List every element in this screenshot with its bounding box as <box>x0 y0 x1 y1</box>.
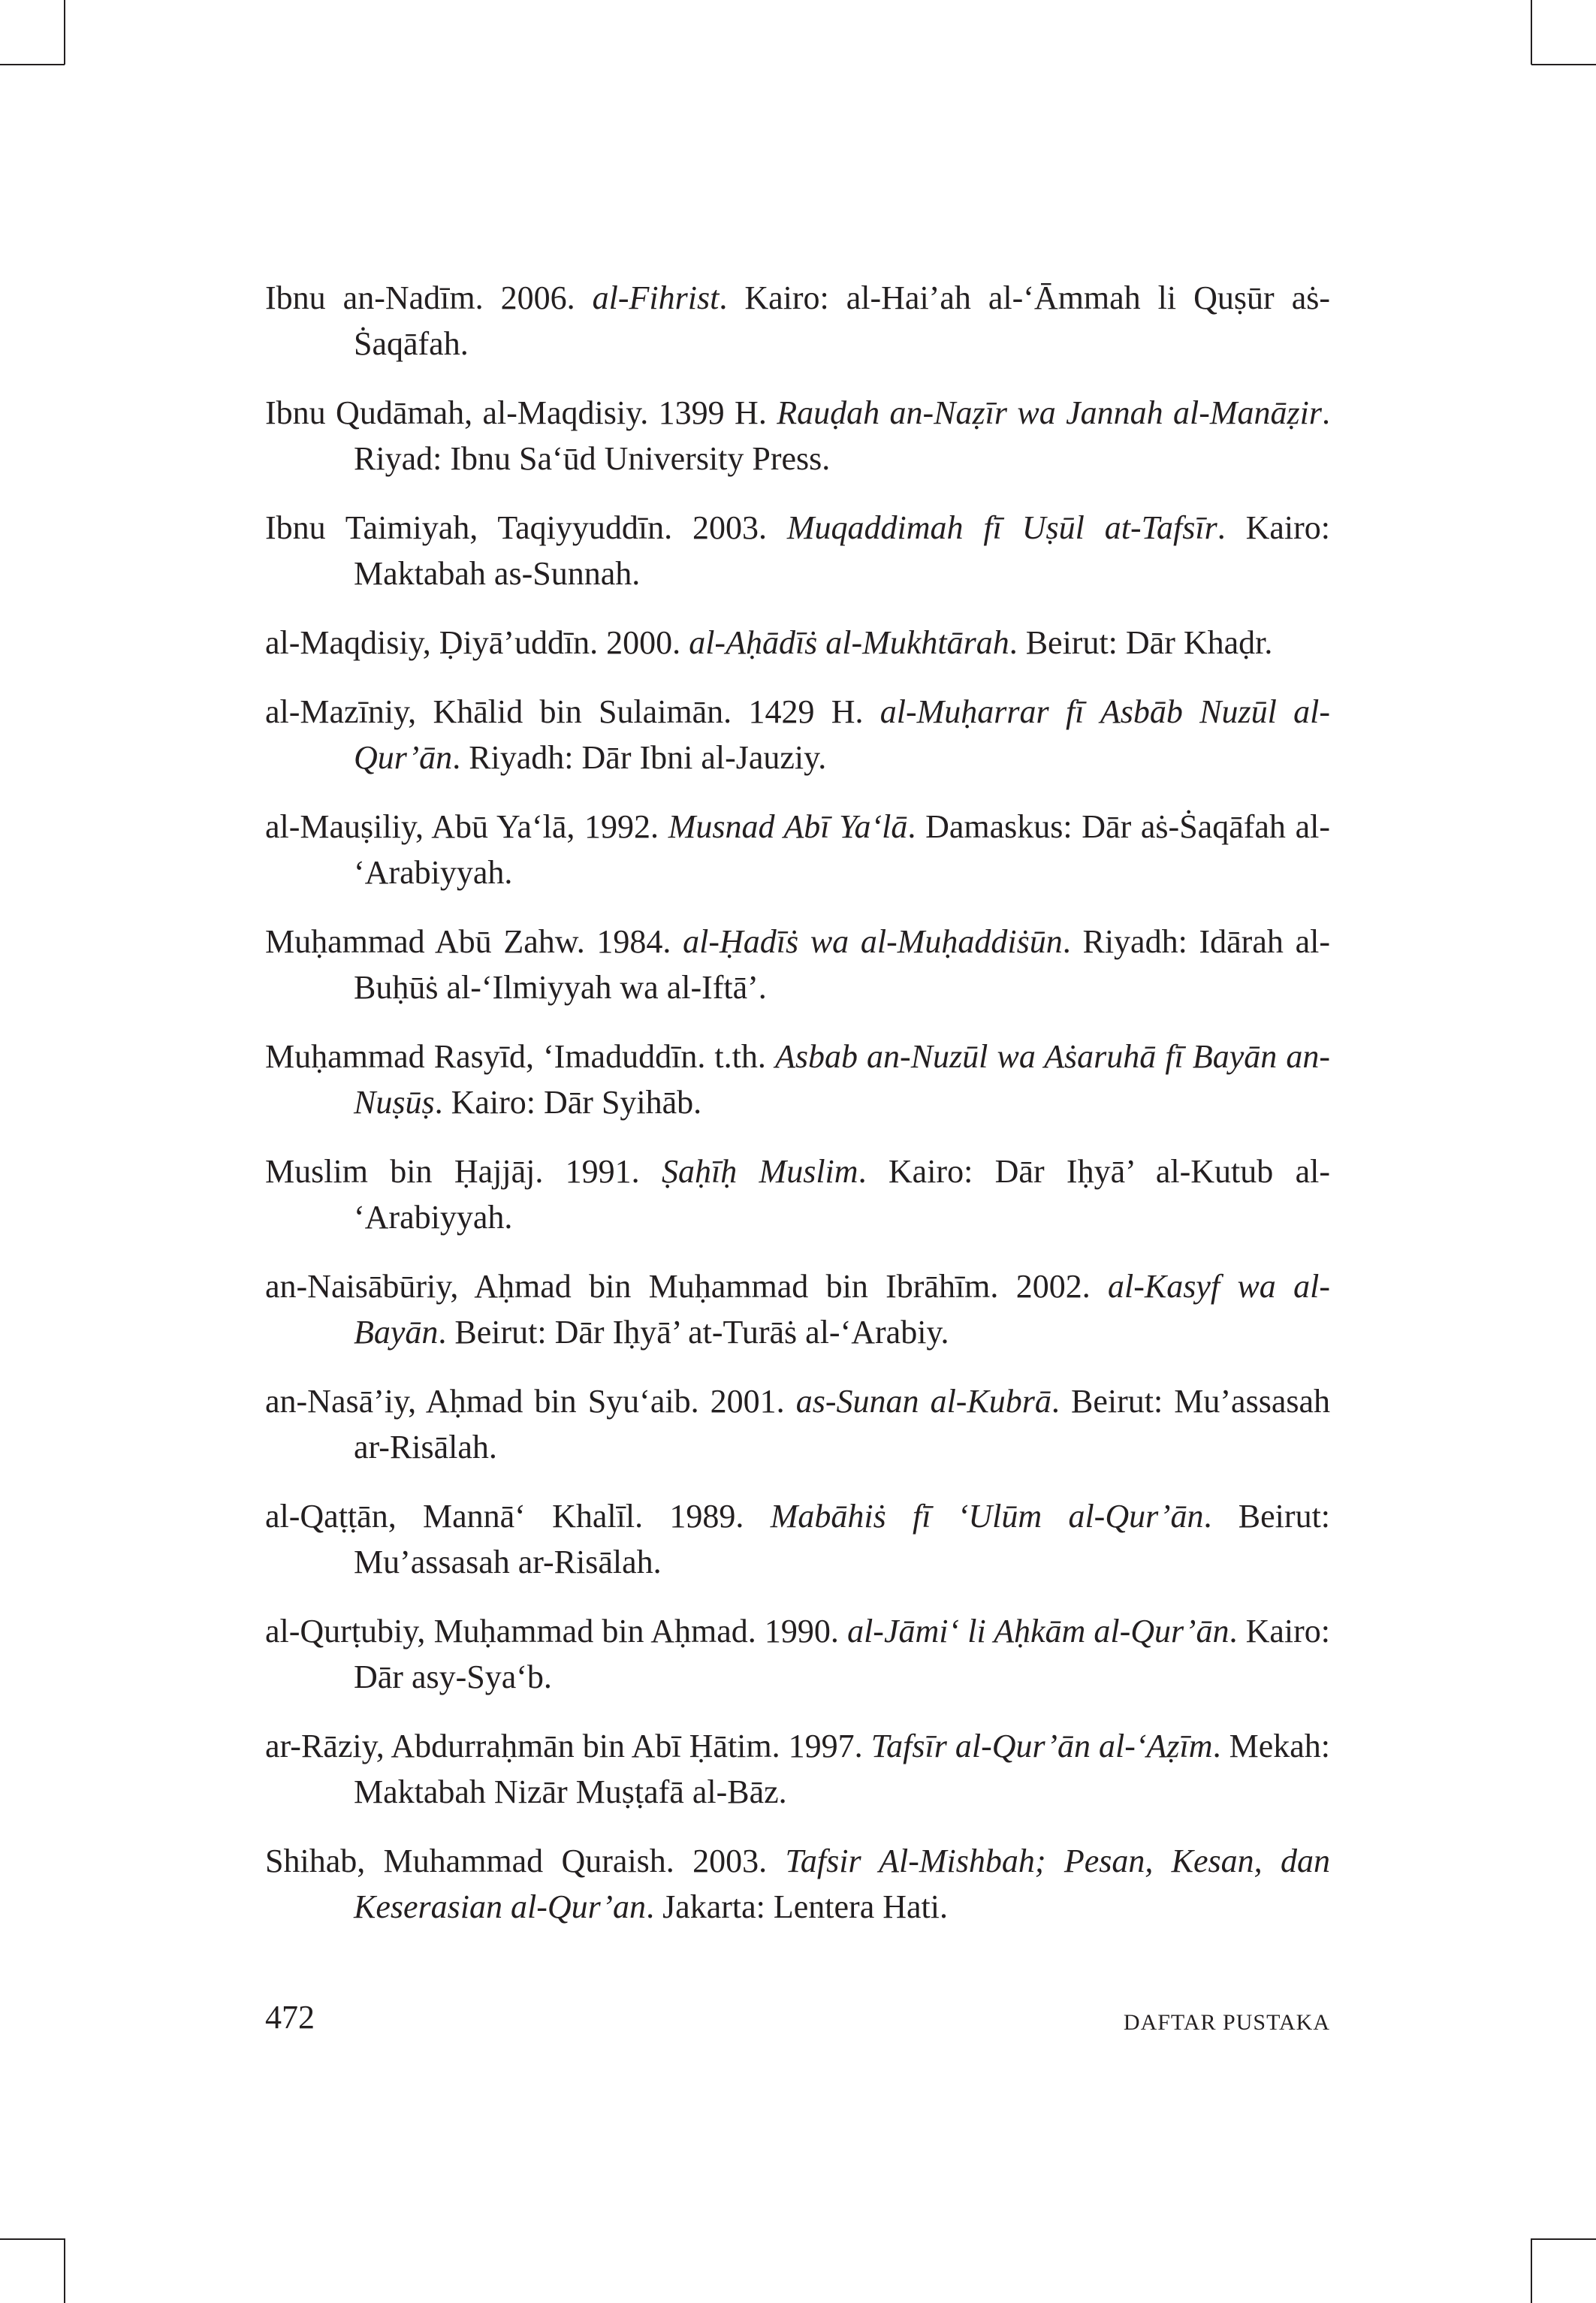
entry-title: al-Kasyf wa al-Bayān <box>354 1268 1330 1351</box>
entry-title: Tafsīr al-Qur’ān al-ʻAẓīm <box>870 1728 1213 1764</box>
entry-publisher: . Damaskus: Dār aṡ-Ṡaqāfah al-ʻArabiyyah. <box>354 808 1330 891</box>
bibliography-entry <box>265 919 1330 1010</box>
running-footer: DAFTAR PUSTAKA <box>1123 2010 1330 2035</box>
bibliography-entry <box>265 275 1330 367</box>
entry-publisher: . Jakarta: Lentera Hati. <box>646 1888 948 1925</box>
entry-title: Mabāhiṡ fī ʻUlūm al-Qur’ān <box>770 1498 1204 1535</box>
entry-publisher: . Kairo: al-Hai’ah al-ʻĀmmah li Quṣūr aṡ-Ṡaqāfah. <box>354 279 1331 362</box>
entry-author-year: al-Qaṭṭān, Mannāʻ Khalīl. 1989. <box>265 1498 771 1535</box>
crop-mark-bottom-right-horizontal <box>1531 2238 1596 2240</box>
bibliography-entry <box>265 1378 1330 1470</box>
entry-publisher: . Riyadh: Dār Ibni al-Jauziy. <box>452 739 827 776</box>
entry-publisher: . Riyadh: Idārah al-Buḥūṡ al-ʻIlmiyyah wa al-Iftā’. <box>354 923 1330 1006</box>
entry-publisher: . Beirut: Mu’assasah ar-Risālah. <box>354 1498 1331 1580</box>
entry-author-year: al-Qurṭubiy, Muḥammad bin Aḥmad. 1990. <box>265 1613 848 1650</box>
bibliography-entry <box>265 1838 1330 1930</box>
bibliography-entry <box>265 804 1330 895</box>
entry-title: Asbab an-Nuzūl wa Aṡaruhā fī Bayān an-Nuṣūṣ <box>354 1038 1331 1121</box>
bibliography-entry <box>265 689 1330 780</box>
entry-author-year: Muḥammad Abū Zahw. 1984. <box>265 923 683 960</box>
entry-title: al-Ḥadīṡ wa al-Muḥaddiṡūn <box>683 923 1063 960</box>
entry-title: Ṣaḥīḥ Muslim <box>662 1153 858 1190</box>
entry-author-year: an-Nasā’iy, Aḥmad bin Syuʻaib. 2001. <box>265 1383 796 1420</box>
entry-author-year: al-Mazīniy, Khālid bin Sulaimān. 1429 H. <box>265 693 880 730</box>
crop-mark-top-left-vertical <box>64 0 65 65</box>
entry-title: as-Sunan al-Kubrā <box>795 1383 1051 1420</box>
bibliography-entry <box>265 1148 1330 1240</box>
entry-author-year: al-Mauṣiliy, Abū Yaʻlā, 1992. <box>265 808 668 845</box>
entry-title: al-Jāmiʻ li Aḥkām al-Qur’ān <box>847 1613 1229 1650</box>
entry-author-year: Ibnu Taimiyah, Taqiyyuddīn. 2003. <box>265 509 787 546</box>
bibliography-entry <box>265 1034 1330 1125</box>
bibliography-entry <box>265 390 1330 481</box>
entry-author-year: an-Naisābūriy, Aḥmad bin Muḥammad bin Ibrāhīm. 2002. <box>265 1268 1109 1305</box>
bibliography-entry <box>265 505 1330 596</box>
entry-author-year: ar-Rāziy, Abdurraḥmān bin Abī Ḥātim. 1997. <box>265 1728 871 1764</box>
entry-author-year: Shihab, Muhammad Quraish. 2003. <box>265 1843 786 1879</box>
entry-title: al-Fihrist <box>592 279 720 316</box>
entry-publisher: . Riyad: Ibnu Saʻūd University Press. <box>354 394 1330 477</box>
entry-title: Rauḍah an-Naẓīr wa Jannah al-Manāẓir <box>777 394 1322 431</box>
entry-publisher: . Beirut: Dār Khaḍr. <box>1009 624 1273 661</box>
crop-mark-top-right-horizontal <box>1531 64 1596 65</box>
bibliography-entry <box>265 1608 1330 1700</box>
entry-publisher: . Kairo: Dār asy-Syaʻb. <box>354 1613 1330 1695</box>
entry-publisher: . Kairo: Dār Syihāb. <box>434 1084 702 1121</box>
entry-author-year: al-Maqdisiy, Ḍiyā’uddīn. 2000. <box>265 624 689 661</box>
entry-title: Tafsir Al-Mishbah; Pesan, Kesan, dan Keserasian al-Qur’an <box>354 1843 1330 1925</box>
entry-title: al-Aḥādīṡ al-Mukhtārah <box>689 624 1009 661</box>
entry-title: Muqaddimah fī Uṣūl at-Tafsīr <box>786 509 1217 546</box>
entry-publisher: . Beirut: Mu’assasah ar-Risālah. <box>354 1383 1330 1465</box>
crop-mark-bottom-left-vertical <box>64 2238 65 2303</box>
bibliography-entry <box>265 1263 1330 1355</box>
bibliography-entry <box>265 1493 1330 1585</box>
crop-mark-bottom-left-horizontal <box>0 2238 65 2240</box>
entry-author-year: Ibnu Qudāmah, al-Maqdisiy. 1399 H. <box>265 394 777 431</box>
entry-author-year: Muslim bin Ḥajjāj. 1991. <box>265 1153 662 1190</box>
crop-mark-top-right-vertical <box>1531 0 1532 65</box>
entry-publisher: . Kairo: Dār Iḥyā’ al-Kutub al-ʻArabiyyah. <box>354 1153 1330 1236</box>
entry-publisher: . Mekah: Maktabah Nizār Muṣṭafā al-Bāz. <box>354 1728 1331 1810</box>
crop-mark-bottom-right-vertical <box>1531 2238 1532 2303</box>
page-number: 472 <box>265 1999 315 2036</box>
entry-title: al-Muḥarrar fī Asbāb Nuzūl al-Qur’ān <box>354 693 1330 776</box>
bibliography-list <box>265 275 1330 1953</box>
entry-author-year: Ibnu an-Nadīm. 2006. <box>265 279 593 316</box>
bibliography-entry <box>265 620 1330 666</box>
bibliography-entry <box>265 1723 1330 1815</box>
entry-publisher: . Beirut: Dār Iḥyā’ at-Turāṡ al-ʻArabiy. <box>438 1314 949 1351</box>
crop-mark-top-left-horizontal <box>0 64 65 65</box>
entry-author-year: Muḥammad Rasyīd, ʻImaduddīn. t.th. <box>265 1038 775 1075</box>
entry-title: Musnad Abī Yaʻlā <box>668 808 908 845</box>
entry-publisher: . Kairo: Maktabah as-Sunnah. <box>354 509 1330 592</box>
